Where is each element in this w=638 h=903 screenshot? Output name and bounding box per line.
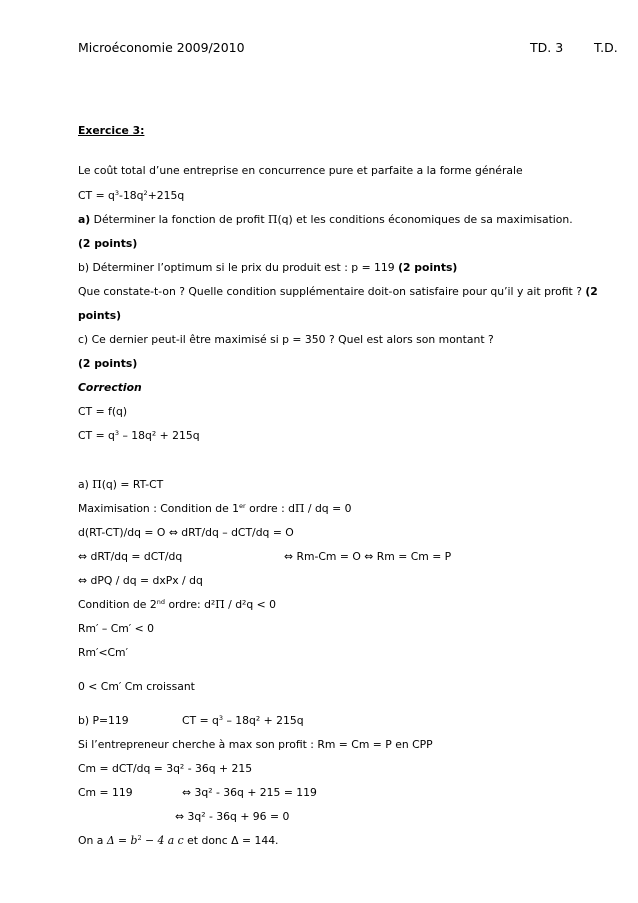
question-profit: Que constate-t-on ? Quelle condition supplémentaire doit-on satisfaire pour qu’il y ait profit ? (2	[78, 285, 598, 298]
max-profit-line: Si l’entrepreneur cherche à max son profit : Rm = Cm = P en CPP	[78, 738, 433, 751]
ct-formula-2: CT = $q^3 - 18q^2 + 215q$	[78, 429, 200, 442]
points-a: (2 points)	[78, 237, 138, 250]
points-c: (2 points)	[78, 357, 138, 370]
cm-equation: ⇔ 3q² - 36q + 215 = 119	[182, 786, 317, 799]
b-correction: b) P=119	[78, 714, 129, 727]
cm-croissant: 0 < Cm′ Cm croissant	[78, 680, 195, 693]
exercise-title: Exercice 3:	[78, 124, 145, 137]
rm-cm-line-1: Rm′ – Cm′ < 0	[78, 622, 155, 635]
quadratic-equation: ⇔ 3q² - 36q + 96 = 0	[175, 810, 290, 823]
header-td: TD. 3	[530, 40, 564, 55]
rm-cm-line-2: Rm′<Cm′	[78, 646, 129, 659]
drt-line-2: ⇔ Rm-Cm = O ⇔ Rm = Cm = P	[284, 550, 452, 563]
correction-heading: Correction	[78, 381, 142, 394]
drt-line-1: ⇔ dRT/dq = dCT/dq	[78, 550, 183, 563]
cm-derivative: Cm = dCT/dq = 3q² - 36q + 215	[78, 762, 253, 775]
cm-119: Cm = 119	[78, 786, 133, 799]
header-right: T.D.	[594, 40, 618, 55]
discriminant-line: On a $\Delta = b^2 - 4$ a c et donc Δ = 144.	[78, 834, 279, 847]
header-title: Microéconomie 2009/2010	[78, 40, 245, 55]
profit-definition: a) Π(q) = RT-CT	[78, 478, 164, 491]
second-order-condition: Condition de 2nd ordre: d²Π / d²q < 0	[78, 598, 277, 611]
question-c: c) Ce dernier peut-il être maximisé si p = 350 ? Quel est alors son montant ?	[78, 333, 494, 346]
question-a: a) Déterminer la fonction de profit Π(q) et les conditions économiques de sa maximisation.	[78, 213, 573, 226]
first-order-condition: Maximisation : Condition de 1er ordre : dΠ / dq = 0	[78, 502, 352, 515]
ct-formula: CT = $q^3-18q^2+215q$	[78, 189, 185, 202]
question-b: b) Déterminer l’optimum si le prix du produit est : p = 119 (2 points)	[78, 261, 458, 274]
intro-text: Le coût total d’une entreprise en concurrence pure et parfaite a la forme générale	[78, 164, 523, 177]
derivative-line: d(RT-CT)/dq = O ⇔ dRT/dq – dCT/dq = O	[78, 526, 294, 539]
dpq-line: ⇔ dPQ / dq = dxPx / dq	[78, 574, 203, 587]
points-profit: points)	[78, 309, 122, 322]
b-ct-formula: CT = $q^3 - 18q^2 + 215q$	[182, 714, 304, 727]
ct-f: CT = f(q)	[78, 405, 128, 418]
